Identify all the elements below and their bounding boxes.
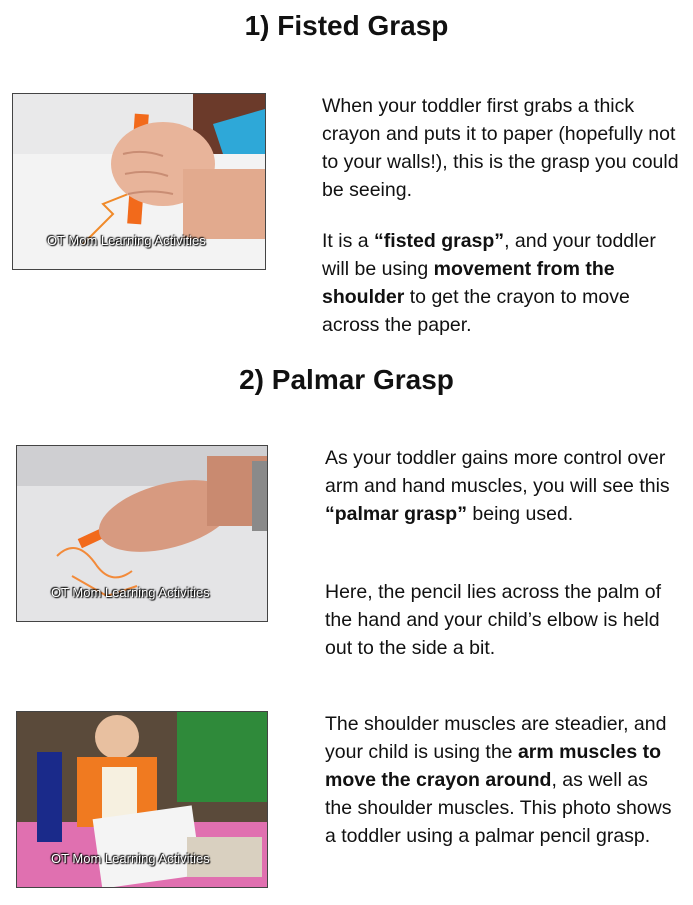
toddler-drawing-photo-watermark: OT Mom Learning Activities — [51, 851, 210, 866]
section-2-heading: 2) Palmar Grasp — [239, 364, 454, 395]
section-2-p1-text-2: being used. — [466, 503, 574, 525]
section-2-paragraph-1 — [325, 444, 670, 528]
section-2-p1-text-1: As your toddler gains more control over arm and hand muscles, you will see this — [325, 447, 670, 497]
section-3-paragraph-1 — [325, 710, 680, 850]
fisted-grasp-photo — [12, 93, 266, 270]
toddler-drawing-photo — [16, 711, 268, 888]
fisted-grasp-photo-watermark: OT Mom Learning Activities — [47, 233, 206, 248]
section-1-heading: 1) Fisted Grasp — [244, 10, 449, 41]
section-3-p1-text-2: , as well as the shoulder muscles. This photo shows a toddler using a palmar pencil grasp. — [325, 769, 672, 847]
section-1-paragraph-1: When your toddler first grabs a thick crayon and puts it to paper (hopefully not to your walls!), this is the grasp you could be seeing. — [322, 95, 679, 201]
palmar-grasp-photo-watermark: OT Mom Learning Activities — [51, 585, 210, 600]
palmar-grasp-photo — [16, 445, 268, 622]
fisted-grasp-term: “fisted grasp” — [374, 230, 505, 252]
arm-muscles-term: arm muscles to move the crayon around — [325, 741, 661, 791]
section-1-paragraph-2 — [322, 227, 662, 339]
section-3-p1-text-1: The shoulder muscles are steadier, and your child is using the — [325, 713, 667, 763]
section-1-p2-text-2: , and your toddler will be using — [322, 230, 656, 280]
section-1-p2-text-3: to get the crayon to move across the paper. — [322, 286, 630, 336]
movement-from-shoulder-term: movement from the shoulder — [322, 258, 615, 308]
palmar-grasp-term: “palmar grasp” — [325, 503, 467, 525]
section-2-paragraph-2: Here, the pencil lies across the palm of the hand and your child’s elbow is held out to the side a bit. — [325, 581, 661, 659]
section-1-p2-text-1: It is a — [322, 230, 375, 252]
